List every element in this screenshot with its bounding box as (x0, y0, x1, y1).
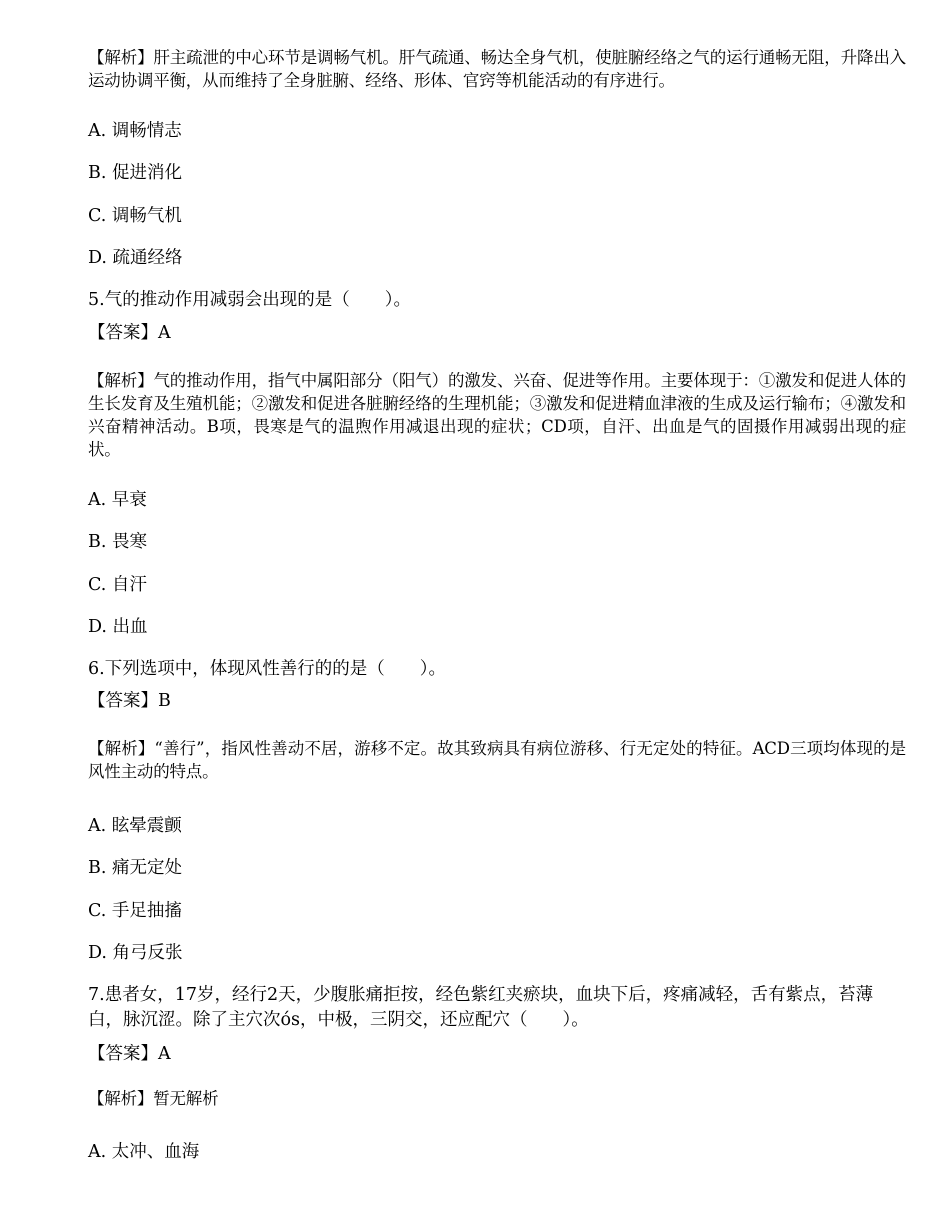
question-5: 5.气的推动作用减弱会出现的是（ ）。 (88, 290, 411, 310)
explanation-q6: 【解析】“善行”，指风性善动不居，游移不定。故其致病具有病位游移、行无定处的特征。ACD三项均体现的是风性主动的特点。 (88, 739, 906, 781)
option-q4-a: A. 调畅情志 (88, 121, 182, 141)
answer-q5: 【答案】A (88, 323, 171, 343)
option-q4-d: D. 疏通经络 (88, 248, 183, 268)
option-q5-c: C. 自汗 (88, 575, 147, 595)
option-q4-c: C. 调畅气机 (88, 206, 182, 226)
question-7: 7.患者女，17岁，经行2天，少腹胀痛拒按，经色紫红夹瘀块，血块下后，疼痛减轻，舌有紫点，苔薄白，脉沉涩。除了主穴次ós，中极，三阴交，还应配穴（ ）。 (88, 985, 874, 1030)
option-q6-c: C. 手足抽搐 (88, 901, 182, 921)
explanation-q5: 【解析】气的推动作用，指气中属阳部分（阳气）的激发、兴奋、促进等作用。主要体现于：①激发和促进人体的生长发育及生殖机能；②激发和促进各脏腑经络的生理机能；③激发和促进精血津液的生成及运行输布；④激发和兴奋精神活动。B项，畏寒是气的温煦作用减退出现的症状；CD项，自汗、出血是气的固摄作用减弱出现的症状。 (88, 371, 906, 459)
option-q6-d: D. 角弓反张 (88, 943, 183, 963)
answer-q7: 【答案】A (88, 1044, 171, 1064)
option-q5-a: A. 早衰 (88, 490, 147, 510)
answer-q6: 【答案】B (88, 691, 171, 711)
explanation-q7: 【解析】暂无解析 (88, 1089, 219, 1108)
option-q6-a: A. 眩晕震颤 (88, 816, 182, 836)
explanation-q4: 【解析】肝主疏泄的中心环节是调畅气机。肝气疏通、畅达全身气机，使脏腑经络之气的运行通畅无阻，升降出入运动协调平衡，从而维持了全身脏腑、经络、形体、官窍等机能活动的有序进行。 (88, 48, 906, 90)
option-q5-d: D. 出血 (88, 617, 148, 637)
option-q5-b: B. 畏寒 (88, 532, 147, 552)
question-6: 6.下列选项中，体现风性善行的的是（ ）。 (88, 659, 446, 679)
option-q6-b: B. 痛无定处 (88, 858, 182, 878)
option-q7-a: A. 太冲、血海 (88, 1142, 200, 1162)
option-q4-b: B. 促进消化 (88, 163, 182, 183)
